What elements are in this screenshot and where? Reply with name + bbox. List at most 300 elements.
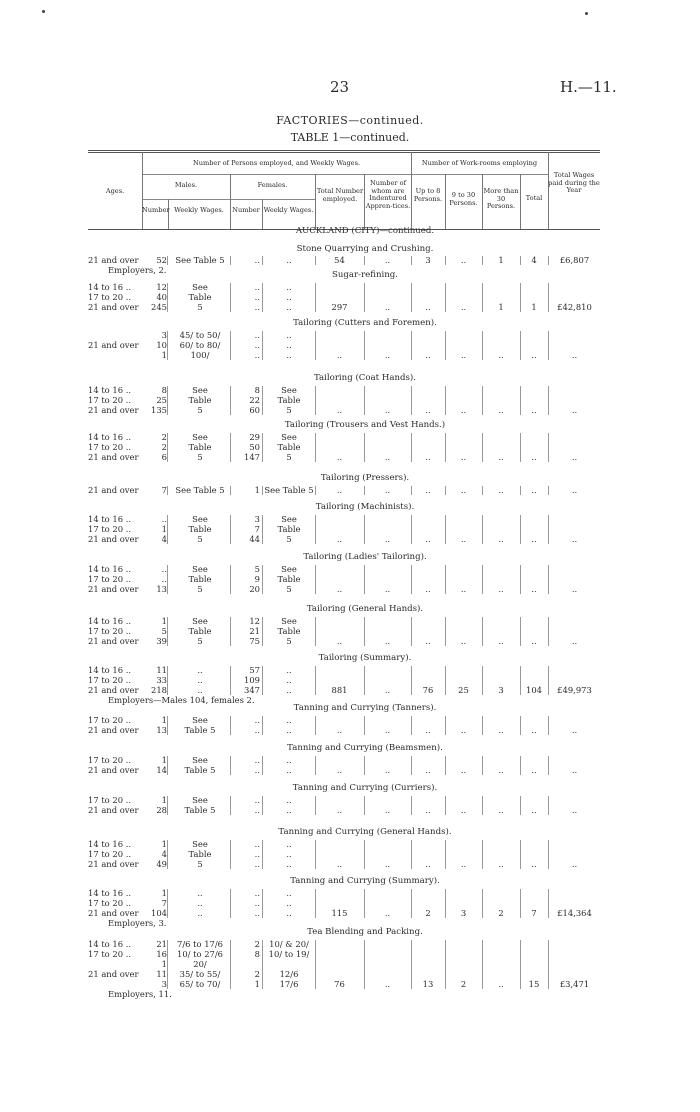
cell-m: 21	[156, 939, 167, 949]
cell-age: 17 to 20 ..	[88, 755, 132, 765]
cell-fw: ..	[286, 330, 292, 340]
column-divider	[315, 756, 316, 775]
column-divider	[520, 331, 521, 360]
column-divider	[482, 486, 483, 495]
cell-mw: See	[192, 432, 208, 442]
column-divider	[482, 756, 483, 775]
cell-age: 14 to 16 ..	[88, 839, 132, 849]
cell-age: 17 to 20 ..	[88, 626, 132, 636]
cell-wages: £42,810	[557, 302, 592, 312]
cell-age: 17 to 20 ..	[88, 898, 132, 908]
cell-f: ..	[254, 715, 260, 725]
cell-n30: ..	[460, 805, 467, 815]
cell-m30: ..	[498, 485, 504, 495]
cell-tot: 297	[331, 302, 348, 312]
cell-fw: ..	[286, 340, 292, 350]
section-title: Tailoring (Ladies' Tailoring).	[303, 552, 427, 562]
column-divider	[445, 716, 446, 735]
column-divider	[315, 716, 316, 735]
cell-app: ..	[384, 979, 391, 989]
cell-m30: ..	[498, 859, 504, 869]
cell-m: 39	[156, 636, 167, 646]
cell-m: ..	[161, 564, 167, 574]
cell-fw: ..	[286, 765, 292, 775]
cell-fw: ..	[286, 715, 292, 725]
cell-age: 21 and over	[88, 405, 139, 415]
column-divider	[315, 283, 316, 312]
page-number: 23	[330, 78, 350, 96]
cell-fw: See	[281, 564, 297, 574]
column-divider	[411, 796, 412, 815]
cell-wages: ..	[571, 350, 578, 360]
column-divider	[364, 617, 365, 646]
column-divider	[262, 433, 263, 462]
column-divider	[520, 889, 521, 918]
cell-wt: ..	[531, 485, 537, 495]
cell-wages: ..	[571, 485, 578, 495]
cell-u8: ..	[425, 636, 431, 646]
cell-tot: ..	[336, 534, 343, 544]
column-divider	[411, 840, 412, 869]
column-divider	[445, 283, 446, 312]
column-divider	[520, 940, 521, 989]
cell-f: 2	[254, 939, 260, 949]
column-divider	[262, 716, 263, 735]
cell-f: ..	[254, 292, 260, 302]
column-divider	[482, 889, 483, 918]
column-divider	[411, 756, 412, 775]
column-divider	[262, 840, 263, 869]
cell-wt: 7	[531, 908, 537, 918]
column-divider	[315, 386, 316, 415]
section-title: Tanning and Currying (General Hands).	[278, 827, 452, 837]
page-title: FACTORIES—continued.	[276, 114, 424, 127]
cell-fw: See Table 5	[264, 485, 314, 495]
cell-n30: 3	[460, 908, 467, 918]
column-divider	[364, 889, 365, 918]
cell-mw: Table 5	[184, 725, 216, 735]
cell-mw: See	[192, 282, 208, 292]
cell-n30: ..	[460, 485, 467, 495]
scan-mark	[42, 10, 45, 13]
cell-f: 22	[249, 395, 260, 405]
col-total-wages: Total Wages paid during the Year	[548, 171, 600, 194]
employers-note: Employers, 11.	[108, 989, 172, 999]
cell-f: 147	[244, 452, 260, 462]
cell-n30: ..	[460, 636, 467, 646]
column-divider	[520, 666, 521, 695]
cell-wt: ..	[531, 765, 537, 775]
cell-fw: ..	[286, 888, 292, 898]
cell-m: 5	[161, 626, 167, 636]
cell-fw: See	[281, 616, 297, 626]
col-persons-group: Number of Persons employed, and Weekly Wages.	[192, 159, 361, 167]
cell-u8: ..	[425, 350, 431, 360]
cell-age: 14 to 16 ..	[88, 385, 132, 395]
column-divider	[411, 486, 412, 495]
cell-u8: ..	[425, 452, 431, 462]
cell-f: ..	[254, 350, 260, 360]
column-divider	[230, 331, 231, 360]
cell-app: ..	[384, 405, 391, 415]
column-divider	[167, 940, 168, 989]
cell-fw: ..	[286, 755, 292, 765]
cell-age: 17 to 20 ..	[88, 574, 132, 584]
column-divider	[548, 617, 549, 646]
cell-fw: ..	[286, 675, 292, 685]
column-divider	[230, 256, 231, 265]
column-divider	[167, 331, 168, 360]
cell-m30: ..	[498, 534, 504, 544]
column-divider	[262, 331, 263, 360]
cell-n30: ..	[460, 859, 467, 869]
cell-n30: ..	[460, 534, 467, 544]
column-divider	[482, 840, 483, 869]
cell-wt: ..	[531, 534, 537, 544]
cell-age: 21 and over	[88, 765, 139, 775]
cell-fw: See	[281, 514, 297, 524]
column-divider	[167, 565, 168, 594]
cell-mw: Table	[188, 524, 212, 534]
cell-m: 1	[161, 350, 167, 360]
cell-fw: 5	[286, 584, 292, 594]
section-title: Tea Blending and Packing.	[307, 927, 423, 937]
column-divider	[482, 433, 483, 462]
cell-age: 21 and over	[88, 908, 139, 918]
cell-mw: Table	[188, 849, 212, 859]
column-divider	[548, 283, 549, 312]
column-divider	[230, 486, 231, 495]
cell-m: 33	[156, 675, 167, 685]
cell-u8: ..	[425, 485, 431, 495]
cell-m: 1	[161, 795, 167, 805]
cell-mw: See	[192, 616, 208, 626]
table-title: TABLE 1—continued.	[290, 131, 410, 144]
section-title: Tailoring (Coat Hands).	[313, 373, 417, 383]
cell-tot: ..	[336, 584, 343, 594]
column-divider	[364, 486, 365, 495]
column-divider	[262, 486, 263, 495]
cell-wages: ..	[571, 534, 578, 544]
cell-fw: See	[281, 385, 297, 395]
cell-mw: Table	[188, 292, 212, 302]
cell-m: 11	[156, 665, 167, 675]
cell-app: ..	[384, 859, 391, 869]
cell-mw: See Table 5	[175, 485, 225, 495]
cell-u8: ..	[425, 534, 431, 544]
cell-n30: 2	[460, 979, 467, 989]
cell-fw: 10/ & 20/	[269, 939, 309, 949]
cell-n30: ..	[460, 725, 467, 735]
cell-f: ..	[254, 849, 260, 859]
column-divider	[411, 716, 412, 735]
column-divider	[262, 666, 263, 695]
column-divider	[364, 565, 365, 594]
cell-app: ..	[384, 636, 391, 646]
column-divider	[520, 617, 521, 646]
cell-fw: ..	[286, 908, 292, 918]
cell-tot: ..	[336, 350, 343, 360]
column-divider	[167, 256, 168, 265]
col-more-than-30: More than 30 Persons.	[483, 187, 519, 210]
cell-fw: ..	[286, 725, 292, 735]
cell-m: 52	[156, 255, 167, 265]
cell-f: ..	[254, 765, 260, 775]
cell-m30: ..	[498, 452, 504, 462]
cell-m: ..	[161, 514, 167, 524]
col-apprentices: Number of whom are Indentured Appren-tices.	[365, 179, 411, 210]
column-divider	[364, 331, 365, 360]
column-divider	[315, 940, 316, 989]
column-divider	[230, 283, 231, 312]
cell-age: 14 to 16 ..	[88, 432, 132, 442]
column-divider	[445, 666, 446, 695]
column-divider	[364, 515, 365, 544]
cell-m: 12	[156, 282, 167, 292]
cell-n30: ..	[460, 584, 467, 594]
cell-tot: ..	[336, 805, 343, 815]
column-divider	[548, 331, 549, 360]
cell-u8: ..	[425, 859, 431, 869]
cell-age: 17 to 20 ..	[88, 675, 132, 685]
column-divider	[364, 940, 365, 989]
column-divider	[482, 331, 483, 360]
cell-f: 75	[249, 636, 260, 646]
cell-age: 21 and over	[88, 584, 139, 594]
cell-fw: Table	[277, 395, 301, 405]
cell-wt: 4	[531, 255, 537, 265]
cell-f: 5	[254, 564, 260, 574]
cell-fw: Table	[277, 574, 301, 584]
column-divider	[548, 515, 549, 544]
cell-fw: 5	[286, 534, 292, 544]
column-divider	[262, 386, 263, 415]
column-divider	[262, 565, 263, 594]
column-divider	[315, 433, 316, 462]
column-divider	[364, 840, 365, 869]
cell-m: 7	[161, 898, 167, 908]
col-workrooms-group: Number of Work-rooms employing	[421, 159, 538, 167]
cell-wt: 104	[526, 685, 542, 695]
cell-n30: ..	[460, 255, 467, 265]
column-divider	[445, 331, 446, 360]
cell-age: 21 and over	[88, 255, 139, 265]
cell-f: 7	[254, 524, 260, 534]
cell-app: ..	[384, 452, 391, 462]
column-divider	[262, 515, 263, 544]
cell-f: ..	[254, 859, 260, 869]
cell-age: 14 to 16 ..	[88, 888, 132, 898]
document-reference: H.—11.	[560, 78, 617, 96]
column-divider	[445, 617, 446, 646]
cell-fw: ..	[286, 805, 292, 815]
cell-mw: See	[192, 755, 208, 765]
column-divider	[548, 716, 549, 735]
section-title: Tanning and Currying (Curriers).	[292, 783, 438, 793]
scan-mark	[585, 12, 588, 15]
column-divider	[411, 433, 412, 462]
column-divider	[230, 796, 231, 815]
cell-n30: ..	[460, 350, 467, 360]
cell-fw: 12/6	[279, 969, 299, 979]
cell-fw: 5	[286, 636, 292, 646]
column-divider	[315, 617, 316, 646]
column-divider	[411, 889, 412, 918]
cell-mw: See Table 5	[175, 255, 225, 265]
column-divider	[167, 840, 168, 869]
cell-mw: Table 5	[184, 805, 216, 815]
cell-mw: 65/ to 70/	[179, 979, 221, 989]
cell-m: 25	[156, 395, 167, 405]
column-divider	[411, 515, 412, 544]
cell-fw: 17/6	[279, 979, 299, 989]
cell-fw: ..	[286, 795, 292, 805]
column-divider	[445, 565, 446, 594]
column-divider	[445, 756, 446, 775]
cell-m30: ..	[498, 584, 504, 594]
cell-m30: ..	[498, 979, 504, 989]
column-divider	[411, 256, 412, 265]
column-divider	[262, 796, 263, 815]
column-divider	[445, 256, 446, 265]
column-divider	[520, 515, 521, 544]
column-divider	[315, 666, 316, 695]
cell-n30: ..	[460, 765, 467, 775]
cell-f: ..	[254, 725, 260, 735]
cell-age: 14 to 16 ..	[88, 939, 132, 949]
cell-wages: £49,973	[557, 685, 592, 695]
cell-tot: 881	[331, 685, 348, 695]
cell-m: 1	[161, 755, 167, 765]
cell-age: 21 and over	[88, 485, 139, 495]
cell-m30: ..	[498, 636, 504, 646]
cell-fw: ..	[286, 685, 292, 695]
col-males: Males.	[174, 181, 198, 189]
cell-fw: 5	[286, 405, 292, 415]
column-divider	[445, 433, 446, 462]
region-heading: AUCKLAND (CITY)—continued.	[295, 226, 435, 236]
column-divider	[520, 486, 521, 495]
employers-note: Employers, 2.	[108, 265, 167, 275]
cell-age: 21 and over	[88, 859, 139, 869]
cell-age: 14 to 16 ..	[88, 514, 132, 524]
cell-f: ..	[254, 340, 260, 350]
column-divider	[364, 756, 365, 775]
col-females-wages: Weekly Wages.	[263, 206, 314, 214]
col-9-to-30: 9 to 30 Persons.	[449, 191, 478, 207]
cell-age: 21 and over	[88, 685, 139, 695]
column-divider	[520, 386, 521, 415]
cell-wages: ..	[571, 805, 578, 815]
cell-wages: ..	[571, 584, 578, 594]
cell-m30: ..	[498, 725, 504, 735]
cell-wt: ..	[531, 452, 537, 462]
column-divider	[548, 840, 549, 869]
column-divider	[548, 565, 549, 594]
column-divider	[548, 666, 549, 695]
cell-f: ..	[254, 282, 260, 292]
cell-mw: ..	[197, 888, 203, 898]
cell-mw: See	[192, 514, 208, 524]
column-divider	[482, 256, 483, 265]
cell-u8: ..	[425, 302, 431, 312]
column-divider	[364, 256, 365, 265]
cell-age: 17 to 20 ..	[88, 795, 132, 805]
cell-age: 21 and over	[88, 534, 139, 544]
cell-m: 14	[156, 765, 167, 775]
cell-mw: 60/ to 80/	[179, 340, 221, 350]
cell-wages: ..	[571, 636, 578, 646]
cell-mw: 5	[197, 534, 203, 544]
column-divider	[262, 617, 263, 646]
cell-u8: 76	[422, 685, 434, 695]
cell-fw: 10/ to 19/	[268, 949, 310, 959]
column-divider	[520, 716, 521, 735]
cell-f: 20	[249, 584, 260, 594]
col-total-employed: Total Number employed.	[316, 187, 364, 203]
cell-m: 6	[161, 452, 167, 462]
cell-wt: ..	[531, 584, 537, 594]
cell-m: 1	[161, 839, 167, 849]
column-divider	[482, 940, 483, 989]
cell-m: 135	[151, 405, 167, 415]
cell-mw: ..	[197, 675, 203, 685]
cell-m: 4	[161, 534, 167, 544]
col-total: Total	[525, 194, 543, 202]
cell-m: 1	[161, 959, 167, 969]
cell-mw: ..	[197, 908, 203, 918]
column-divider	[230, 617, 231, 646]
column-divider	[445, 796, 446, 815]
cell-fw: ..	[286, 282, 292, 292]
cell-m: 7	[161, 485, 167, 495]
cell-f: ..	[254, 898, 260, 908]
cell-wt: 15	[528, 979, 540, 989]
column-divider	[520, 256, 521, 265]
cell-mw: 20/	[193, 959, 207, 969]
cell-tot: ..	[336, 765, 343, 775]
column-divider	[364, 666, 365, 695]
column-divider	[411, 386, 412, 415]
cell-m: 3	[161, 330, 167, 340]
column-divider	[230, 940, 231, 989]
cell-wages: £6,807	[559, 255, 590, 265]
cell-m: 13	[156, 584, 167, 594]
cell-f: 50	[249, 442, 260, 452]
cell-mw: Table	[188, 574, 212, 584]
cell-wt: ..	[531, 350, 537, 360]
cell-tot: ..	[336, 636, 343, 646]
cell-tot: 54	[334, 255, 345, 265]
column-divider	[548, 889, 549, 918]
cell-mw: See	[192, 715, 208, 725]
cell-age: 17 to 20 ..	[88, 292, 132, 302]
cell-app: ..	[384, 805, 391, 815]
section-title: Tailoring (Pressers).	[320, 473, 410, 483]
cell-wt: ..	[531, 859, 537, 869]
column-divider	[230, 716, 231, 735]
cell-fw: ..	[286, 292, 292, 302]
cell-m30: ..	[498, 805, 504, 815]
section-title: Tailoring (Machinists).	[315, 502, 415, 512]
column-divider	[411, 666, 412, 695]
cell-app: ..	[384, 485, 391, 495]
col-females: Females.	[257, 181, 288, 189]
col-females-number: Number	[232, 206, 260, 214]
cell-f: ..	[254, 795, 260, 805]
column-divider	[315, 515, 316, 544]
cell-age: 21 and over	[88, 302, 139, 312]
